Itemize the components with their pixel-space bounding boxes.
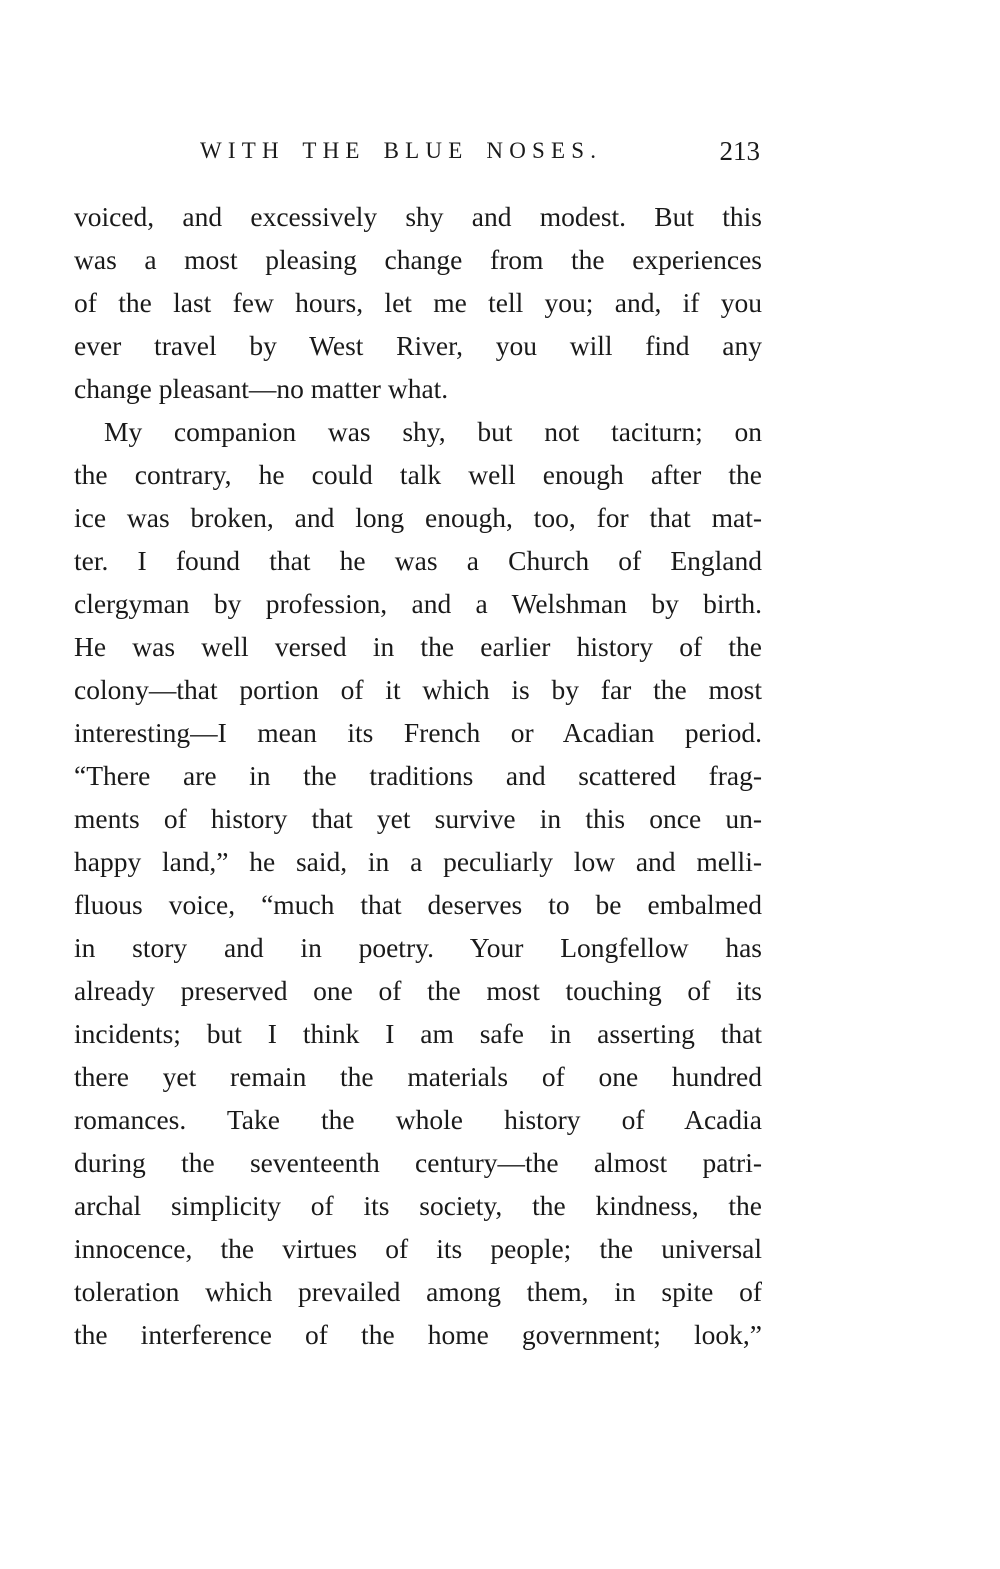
text-line: toleration which prevailed among them, in spite of <box>74 1276 762 1307</box>
text-line: in story and in poetry. Your Longfellow has <box>74 932 762 963</box>
text-line: ter. I found that he was a Church of England <box>74 545 762 576</box>
text-line: fluous voice, “much that deserves to be embalmed <box>74 889 762 920</box>
text-line: innocence, the virtues of its people; the universal <box>74 1233 762 1264</box>
text-line: the interference of the home government; look,” <box>74 1319 762 1350</box>
text-line: interesting—I mean its French or Acadian period. <box>74 717 762 748</box>
text-line: during the seventeenth century—the almost patri- <box>74 1147 762 1178</box>
text-line: ice was broken, and long enough, too, for that mat- <box>74 502 762 533</box>
page-number: 213 <box>719 136 760 166</box>
running-head <box>74 136 762 172</box>
text-line: archal simplicity of its society, the kindness, the <box>74 1190 762 1221</box>
text-line: voiced, and excessively shy and modest. But this <box>74 201 762 232</box>
text-line: ever travel by West River, you will find any <box>74 330 762 361</box>
text-line: of the last few hours, let me tell you; and, if you <box>74 287 762 318</box>
text-line: already preserved one of the most touching of its <box>74 975 762 1006</box>
body-text <box>74 195 762 1356</box>
text-line: colony—that portion of it which is by far the most <box>74 674 762 705</box>
text-line: clergyman by profession, and a Welshman by birth. <box>74 588 762 619</box>
text-line: romances. Take the whole history of Acadia <box>74 1104 762 1135</box>
running-title: WITH THE BLUE NOSES. <box>200 138 603 163</box>
text-line: there yet remain the materials of one hundred <box>74 1061 762 1092</box>
text-line: ments of history that yet survive in this once un- <box>74 803 762 834</box>
text-line: He was well versed in the earlier history of the <box>74 631 762 662</box>
text-line: incidents; but I think I am safe in asserting that <box>74 1018 762 1049</box>
text-line: the contrary, he could talk well enough after the <box>74 459 762 490</box>
text-line: My companion was shy, but not taciturn; on <box>104 416 762 447</box>
text-line: change pleasant—no matter what. <box>74 373 449 404</box>
text-line: was a most pleasing change from the experiences <box>74 244 762 275</box>
text-line: “There are in the traditions and scattered frag- <box>74 760 762 791</box>
text-line: happy land,” he said, in a peculiarly low and melli- <box>74 846 762 877</box>
